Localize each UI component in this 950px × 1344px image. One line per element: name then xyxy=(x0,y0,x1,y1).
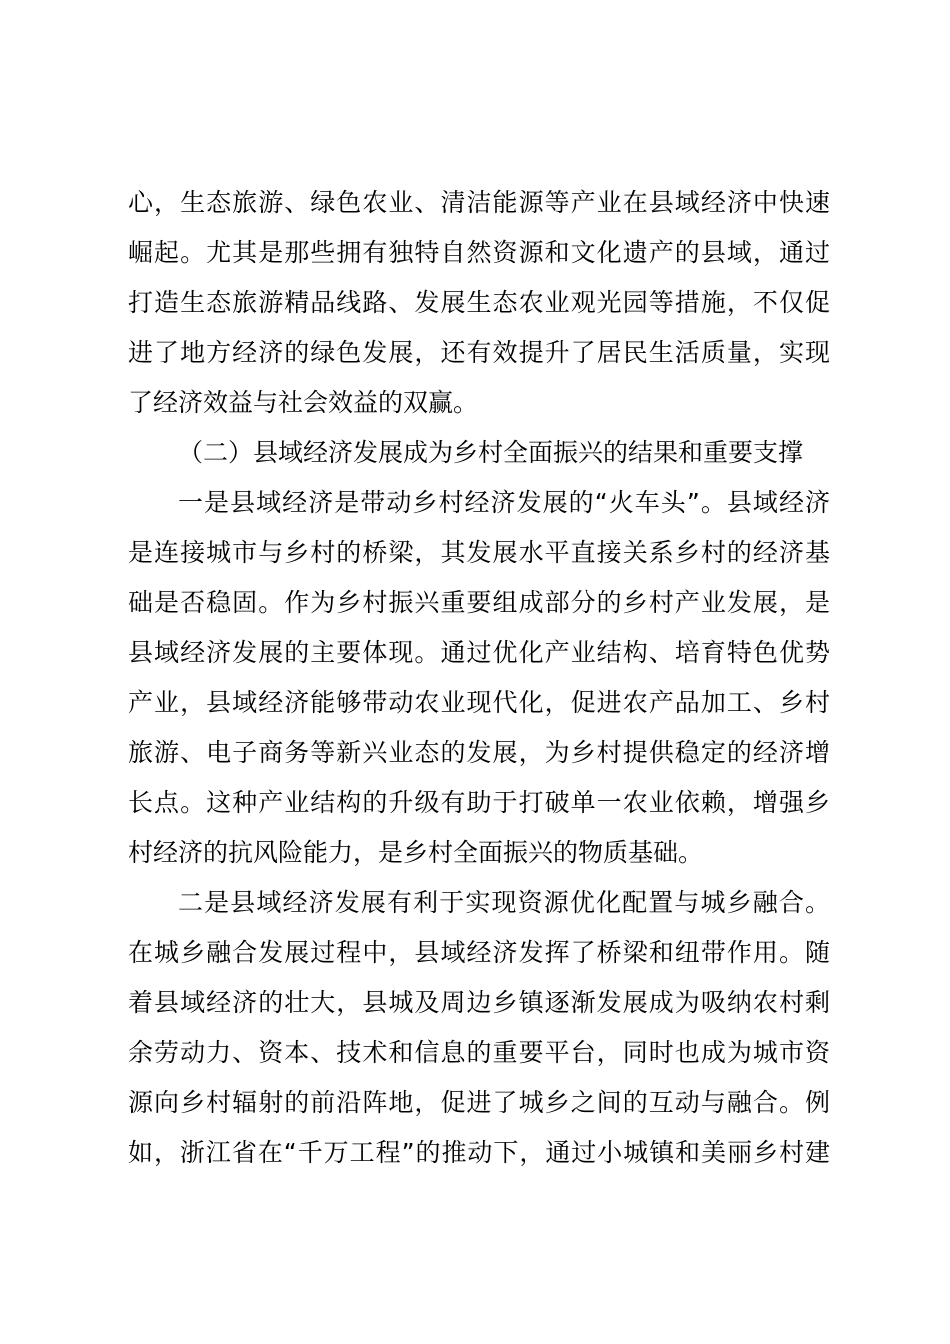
body-text-line: 心，生态旅游、绿色农业、清洁能源等产业在县域经济中快速 xyxy=(128,188,830,217)
body-text-line: 崛起。尤其是那些拥有独特自然资源和文化遗产的县域，通过 xyxy=(128,238,830,267)
body-text-line: 打造生态旅游精品线路、发展生态农业观光园等措施，不仅促 xyxy=(128,288,830,317)
body-text-line: 余劳动力、资本、技术和信息的重要平台，同时也成为城市资 xyxy=(128,1038,830,1067)
body-text-line: 长点。这种产业结构的升级有助于打破单一农业依赖，增强乡 xyxy=(128,788,830,817)
body-text-line: 旅游、电子商务等新兴业态的发展，为乡村提供稳定的经济增 xyxy=(128,738,830,767)
body-text-line: 村经济的抗风险能力，是乡村全面振兴的物质基础。 xyxy=(128,838,704,867)
body-text-line: 着县域经济的壮大，县城及周边乡镇逐渐发展成为吸纳农村剩 xyxy=(128,988,830,1017)
body-text-line: 进了地方经济的绿色发展，还有效提升了居民生活质量，实现 xyxy=(128,338,830,367)
paragraph-first-line: 一是县域经济是带动乡村经济发展的“火车头”。县域经济 xyxy=(178,488,830,517)
body-text-line: 源向乡村辐射的前沿阵地，促进了城乡之间的互动与融合。例 xyxy=(128,1088,830,1117)
paragraph-first-line: 二是县域经济发展有利于实现资源优化配置与城乡融合。 xyxy=(178,888,830,917)
body-text-line: 如，浙江省在“千万工程”的推动下，通过小城镇和美丽乡村建 xyxy=(128,1138,830,1167)
body-text-line: 在城乡融合发展过程中，县域经济发挥了桥梁和纽带作用。随 xyxy=(128,938,830,967)
body-text-line: 了经济效益与社会效益的双赢。 xyxy=(128,388,479,417)
section-heading: （二）县域经济发展成为乡村全面振兴的结果和重要支撑 xyxy=(178,438,804,467)
body-text-line: 础是否稳固。作为乡村振兴重要组成部分的乡村产业发展，是 xyxy=(128,588,830,617)
body-text-line: 县域经济发展的主要体现。通过优化产业结构、培育特色优势 xyxy=(128,638,830,667)
body-text-line: 是连接城市与乡村的桥梁，其发展水平直接关系乡村的经济基 xyxy=(128,538,830,567)
body-text-line: 产业，县域经济能够带动农业现代化，促进农产品加工、乡村 xyxy=(128,688,830,717)
